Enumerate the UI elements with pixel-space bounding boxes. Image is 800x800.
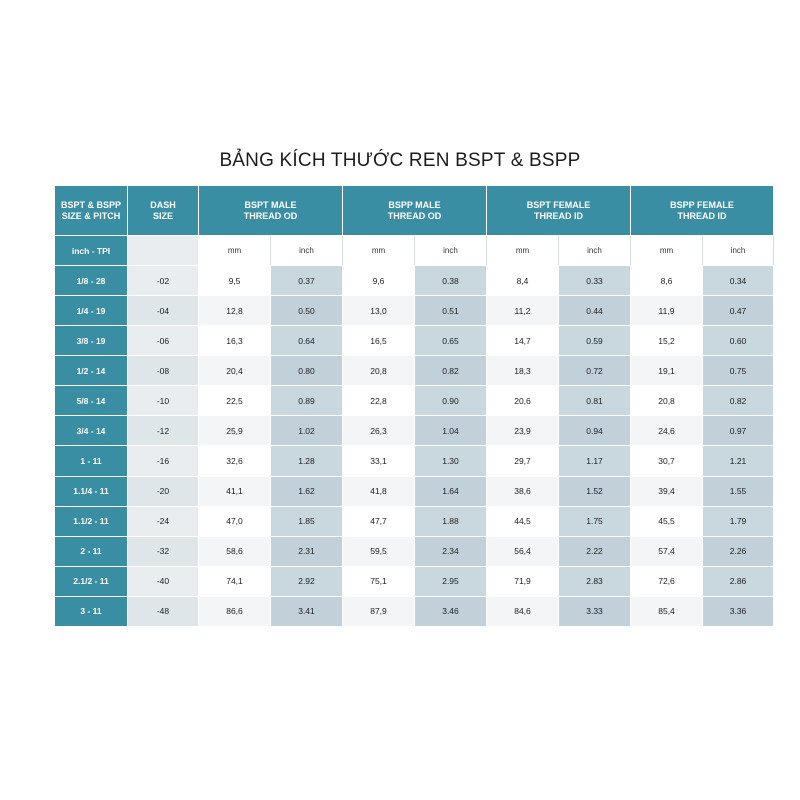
cell-inch: 1.85 [271,506,343,536]
row-size-pitch: 2 - 11 [55,536,128,566]
header-bspp-male [343,186,487,236]
cell-inch: 0.81 [559,386,631,416]
cell-inch: 1.30 [415,446,487,476]
cell-mm: 18,3 [487,356,559,386]
page-title: BẢNG KÍCH THƯỚC REN BSPT & BSPP [219,150,581,171]
cell-mm: 20,8 [343,356,415,386]
row-size-pitch: 5/8 - 14 [55,386,128,416]
cell-inch: 2.26 [703,536,774,566]
row-size-pitch: 3/8 - 19 [55,326,128,356]
cell-mm: 25,9 [199,416,271,446]
header-bspt-female-line1: BSPT FEMALE [526,199,591,210]
header-dash-line2: SIZE [152,210,173,221]
thread-size-table [54,185,774,627]
cell-mm: 11,9 [631,296,703,326]
unit-subheader-row [55,236,774,266]
cell-mm: 41,1 [199,476,271,506]
cell-mm: 8,6 [631,266,703,296]
subheader-blank [128,236,199,266]
cell-mm: 84,6 [487,596,559,626]
cell-inch: 2.34 [415,536,487,566]
cell-inch: 0.80 [271,356,343,386]
cell-mm: 16,3 [199,326,271,356]
cell-mm: 45,5 [631,506,703,536]
row-size-pitch: 1.1/4 - 11 [55,476,128,506]
cell-inch: 0.65 [415,326,487,356]
header-size-pitch-line1: BSPT & BSPP [60,199,121,210]
cell-mm: 23,9 [487,416,559,446]
cell-inch: 0.37 [271,266,343,296]
cell-inch: 0.64 [271,326,343,356]
cell-inch: 1.55 [703,476,774,506]
cell-inch: 2.22 [559,536,631,566]
cell-mm: 29,7 [487,446,559,476]
cell-mm: 15,2 [631,326,703,356]
header-bspt-male [199,186,343,236]
header-bspt-female [487,186,631,236]
cell-inch: 0.47 [703,296,774,326]
table-row [55,536,774,566]
cell-mm: 32,6 [199,446,271,476]
cell-inch: 0.72 [559,356,631,386]
table-body [55,266,774,627]
row-size-pitch: 3/4 - 14 [55,416,128,446]
header-bspp-female [631,186,774,236]
header-size-pitch [55,186,128,236]
cell-inch: 1.21 [703,446,774,476]
cell-inch: 0.38 [415,266,487,296]
cell-mm: 75,1 [343,566,415,596]
cell-mm: 13,0 [343,296,415,326]
cell-mm: 56,4 [487,536,559,566]
cell-inch: 3.36 [703,596,774,626]
cell-inch: 2.95 [415,566,487,596]
table-row [55,476,774,506]
cell-inch: 0.90 [415,386,487,416]
cell-mm: 72,6 [631,566,703,596]
cell-inch: 0.50 [271,296,343,326]
table-row [55,356,774,386]
subheader-inch-tpi: inch - TPI [55,236,128,266]
cell-inch: 1.02 [271,416,343,446]
row-dash-size: -32 [128,536,199,566]
cell-inch: 2.31 [271,536,343,566]
header-bspp-female-line1: BSPP FEMALE [670,199,734,210]
header-size-pitch-line2: SIZE & PITCH [61,210,121,221]
header-dash-line1: DASH [150,199,176,210]
cell-mm: 8,4 [487,266,559,296]
cell-mm: 44,5 [487,506,559,536]
table-row [55,596,774,626]
unit-label: inch [271,236,343,266]
cell-mm: 11,2 [487,296,559,326]
cell-mm: 22,5 [199,386,271,416]
cell-mm: 20,4 [199,356,271,386]
table-row [55,386,774,416]
unit-label: mm [631,236,703,266]
cell-mm: 85,4 [631,596,703,626]
unit-label: inch [703,236,774,266]
cell-inch: 0.34 [703,266,774,296]
cell-mm: 33,1 [343,446,415,476]
unit-label: mm [199,236,271,266]
cell-inch: 3.41 [271,596,343,626]
cell-inch: 0.94 [559,416,631,446]
row-size-pitch: 1/4 - 19 [55,296,128,326]
cell-mm: 41,8 [343,476,415,506]
row-size-pitch: 3 - 11 [55,596,128,626]
header-bspp-male-line1: BSPP MALE [388,199,441,210]
cell-inch: 1.88 [415,506,487,536]
cell-inch: 1.79 [703,506,774,536]
row-dash-size: -40 [128,566,199,596]
cell-mm: 20,6 [487,386,559,416]
cell-inch: 3.46 [415,596,487,626]
unit-label: mm [343,236,415,266]
row-dash-size: -02 [128,266,199,296]
header-bspp-female-line2: THREAD ID [677,210,727,221]
cell-mm: 59,5 [343,536,415,566]
cell-mm: 9,5 [199,266,271,296]
cell-mm: 86,6 [199,596,271,626]
row-dash-size: -24 [128,506,199,536]
cell-inch: 0.33 [559,266,631,296]
row-size-pitch: 1 - 11 [55,446,128,476]
cell-inch: 1.64 [415,476,487,506]
row-size-pitch: 1.1/2 - 11 [55,506,128,536]
table-row [55,446,774,476]
cell-inch: 0.89 [271,386,343,416]
cell-inch: 0.60 [703,326,774,356]
cell-mm: 12,8 [199,296,271,326]
cell-inch: 0.97 [703,416,774,446]
header-bspp-male-line2: THREAD OD [387,210,442,221]
cell-mm: 38,6 [487,476,559,506]
row-dash-size: -16 [128,446,199,476]
row-size-pitch: 1/8 - 28 [55,266,128,296]
row-dash-size: -06 [128,326,199,356]
row-dash-size: -08 [128,356,199,386]
row-dash-size: -04 [128,296,199,326]
table-row [55,326,774,356]
table-header-row [55,186,774,236]
header-bspt-male-line1: BSPT MALE [244,199,297,210]
row-size-pitch: 2.1/2 - 11 [55,566,128,596]
cell-mm: 57,4 [631,536,703,566]
table-row [55,566,774,596]
cell-mm: 71,9 [487,566,559,596]
cell-mm: 47,0 [199,506,271,536]
cell-inch: 1.52 [559,476,631,506]
cell-inch: 1.75 [559,506,631,536]
cell-inch: 0.75 [703,356,774,386]
table-row [55,266,774,296]
cell-mm: 58,6 [199,536,271,566]
cell-mm: 14,7 [487,326,559,356]
header-bspt-female-line2: THREAD ID [534,210,583,221]
table-row [55,416,774,446]
cell-inch: 0.82 [703,386,774,416]
cell-inch: 1.28 [271,446,343,476]
row-dash-size: -10 [128,386,199,416]
cell-inch: 1.04 [415,416,487,446]
row-dash-size: -48 [128,596,199,626]
cell-mm: 39,4 [631,476,703,506]
cell-inch: 2.83 [559,566,631,596]
row-dash-size: -20 [128,476,199,506]
cell-inch: 3.33 [559,596,631,626]
header-bspt-male-line2: THREAD OD [243,210,298,221]
cell-mm: 30,7 [631,446,703,476]
unit-label: mm [487,236,559,266]
cell-mm: 16,5 [343,326,415,356]
row-dash-size: -12 [128,416,199,446]
cell-mm: 87,9 [343,596,415,626]
cell-inch: 0.59 [559,326,631,356]
cell-mm: 9,6 [343,266,415,296]
cell-mm: 22,8 [343,386,415,416]
header-dash-size [128,186,199,236]
cell-inch: 0.44 [559,296,631,326]
cell-inch: 0.51 [415,296,487,326]
cell-mm: 26,3 [343,416,415,446]
table-row [55,506,774,536]
table-row [55,296,774,326]
cell-inch: 1.17 [559,446,631,476]
cell-mm: 24,6 [631,416,703,446]
cell-mm: 74,1 [199,566,271,596]
cell-mm: 20,8 [631,386,703,416]
unit-label: inch [415,236,487,266]
unit-label: inch [559,236,631,266]
cell-mm: 47,7 [343,506,415,536]
cell-inch: 2.86 [703,566,774,596]
cell-inch: 2.92 [271,566,343,596]
cell-inch: 0.82 [415,356,487,386]
cell-inch: 1.62 [271,476,343,506]
row-size-pitch: 1/2 - 14 [55,356,128,386]
cell-mm: 19,1 [631,356,703,386]
